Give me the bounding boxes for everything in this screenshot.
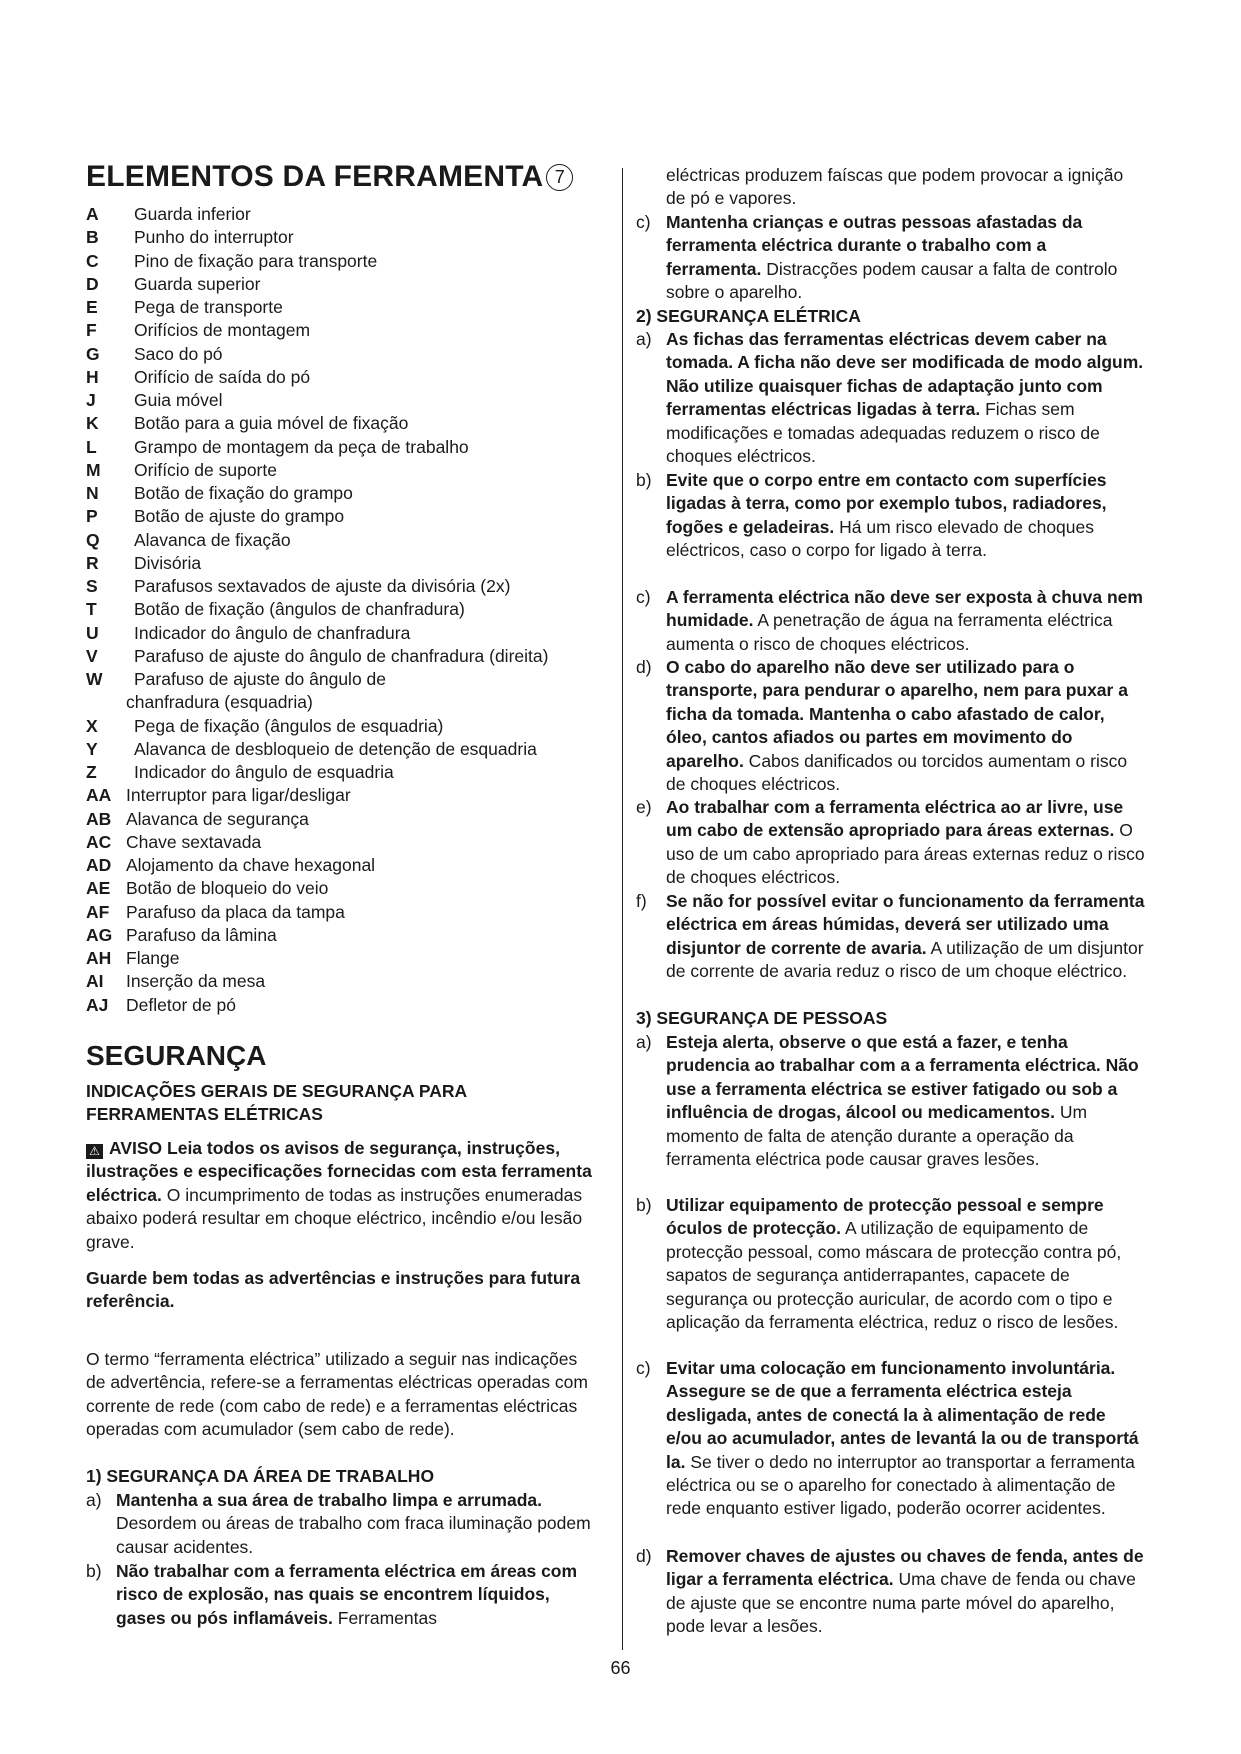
component-letter: T <box>86 599 97 620</box>
component-letter: Y <box>86 738 98 759</box>
component-letter: AA <box>86 785 112 806</box>
personal-item-a: a) Esteja alerta, observe o que está a fazer, e tenha prudencia ao trabalhar com a a ferramenta eléctrica. Não use a ferramenta eléctrica se estiver fatigado ou sob a influência de drogas, álcool ou medicamentos. Um momento de falta de atenção durante a operação da ferramenta eléctrica pode causar graves lesões. <box>636 1032 1139 1170</box>
page-number: 66 <box>610 1658 631 1678</box>
tool-elements-title: ELEMENTOS DA FERRAMENTA 7 <box>86 160 573 194</box>
component-letter: AC <box>86 831 112 852</box>
component-name: Alavanca de fixação <box>134 529 291 550</box>
component-name: Guarda superior <box>134 273 261 294</box>
warning-icon: ⚠ <box>86 1144 103 1159</box>
component-letter: V <box>86 645 98 666</box>
personal-item-d: d) Remover chaves de ajustes ou chaves de fenda, antes de ligar a ferramenta eléctrica. Uma chave de fenda ou chave de ajuste que se encontre numa parte móvel do aparelho, pode levar a lesões. <box>636 1546 1144 1637</box>
component-letter: AG <box>86 924 113 945</box>
component-name: Parafuso da lâmina <box>126 924 277 945</box>
work-area-item-c: c) Mantenha crianças e outras pessoas afastadas da ferramenta eléctrica durante o trabalho com a ferramenta. Distracções podem causar a falta de controlo sobre o aparelho. <box>636 212 1118 303</box>
electrical-item-a: a) As fichas das ferramentas eléctricas devem caber na tomada. A ficha não deve ser modificada de modo algum. Não utilize quaisquer fichas de adaptação junto com ferramentas eléctricas ligadas à terra. Fichas sem modificações e tomadas adequadas reduzem o risco de choques eléctricos. <box>636 329 1144 467</box>
component-letter: AF <box>86 901 110 922</box>
component-letter: K <box>86 413 99 434</box>
column-divider <box>622 168 623 1650</box>
component-name: Parafuso de ajuste do ângulo de chanfradura (direita) <box>134 645 549 666</box>
electrical-item-d: d) O cabo do aparelho não deve ser utilizado para o transporte, para pendurar o aparelho, nem para puxar a ficha da tomada. Mantenha o cabo afastado de calor, óleo, cantos afiados ou partes em movimento do aparelho. Cabos danificados ou torcidos aumentam o risco de choques eléctricos. <box>636 657 1128 795</box>
component-letter: AJ <box>86 994 109 1015</box>
continued-text: eléctricas produzem faíscas que podem provocar a ignição de pó e vapores. <box>666 165 1124 209</box>
electrical-item-b: b) Evite que o corpo entre em contacto com superfícies ligadas à terra, como por exemplo tubos, radiadores, fogões e geladeiras. Há um risco elevado de choques eléctricos, caso o corpo for ligado à terra. <box>636 470 1107 561</box>
component-letter: R <box>86 552 99 573</box>
warning-paragraph: ⚠ AVISO Leia todos os avisos de segurança, instruções, ilustrações e especificações fornecidas com esta ferramenta eléctrica. O incumprimento de todas as instruções enumeradas abaixo poderá resultar em choque eléctrico, incêndio e/ou lesão grave. <box>86 1138 592 1252</box>
term-definition-paragraph: O termo “ferramenta eléctrica” utilizado a seguir nas indicações de advertência, refere-se a ferramentas eléctricas operadas com corrente de rede (com cabo de rede) e a ferramentas eléctricas operadas com acumulador (sem cabo de rede). <box>86 1349 588 1440</box>
component-name: Defletor de pó <box>126 994 236 1015</box>
safety-subtitle: INDICAÇÕES GERAIS DE SEGURANÇA PARA FERRAMENTAS ELÉTRICAS <box>86 1081 467 1124</box>
component-name: Botão de bloqueio do veio <box>126 878 329 899</box>
figure-number-badge: 7 <box>546 164 573 191</box>
component-name: Indicador do ângulo de esquadria <box>134 762 394 782</box>
personal-safety-heading: 3) SEGURANÇA DE PESSOAS <box>636 1008 888 1028</box>
component-name: Indicador do ângulo de chanfradura <box>134 622 411 643</box>
component-name: Punho do interruptor <box>134 227 294 248</box>
component-name: Pega de fixação (ângulos de esquadria) <box>134 715 444 736</box>
component-name: Pega de transporte <box>134 297 283 317</box>
component-name: Pino de fixação para transporte <box>134 250 378 271</box>
component-name: Guia móvel <box>134 390 223 410</box>
component-letter: H <box>86 366 99 387</box>
component-name: Guarda inferior <box>134 204 251 224</box>
electrical-item-f: f) Se não for possível evitar o funcionamento da ferramenta eléctrica em áreas húmidas, deverá ser utilizado uma disjuntor de corrente de avaria. A utilização de um disjuntor de corrente de avaria reduz o risco de um choque eléctrico. <box>636 891 1145 982</box>
component-name: Chave sextavada <box>126 831 262 852</box>
electrical-item-c: c) A ferramenta eléctrica não deve ser exposta à chuva nem humidade. A penetração de água na ferramenta eléctrica aumenta o risco de choques eléctricos. <box>636 587 1143 654</box>
keep-instructions-paragraph: Guarde bem todas as advertências e instruções para futura referência. <box>86 1268 581 1312</box>
component-name: Parafusos sextavados de ajuste da divisória (2x) <box>134 576 511 596</box>
component-name: Divisória <box>134 552 202 573</box>
component-letter: L <box>86 436 97 457</box>
component-name: Alavanca de segurança <box>126 808 309 829</box>
component-letter: B <box>86 227 99 248</box>
component-name: Botão para a guia móvel de fixação <box>134 413 409 434</box>
component-letter: E <box>86 297 98 317</box>
component-name: Botão de fixação do grampo <box>134 483 353 503</box>
component-name: Flange <box>126 948 180 968</box>
component-letter: G <box>86 343 100 364</box>
component-letter: J <box>86 390 96 410</box>
component-letter: U <box>86 622 99 643</box>
component-name: Grampo de montagem da peça de trabalho <box>134 436 469 457</box>
component-name: Alavanca de desbloqueio de detenção de esquadria <box>134 738 537 759</box>
component-name: Orifício de suporte <box>134 459 277 480</box>
component-letter: AD <box>86 855 112 875</box>
component-letter: Q <box>86 529 100 550</box>
component-name: Botão de ajuste do grampo <box>134 506 345 527</box>
component-name: Parafuso de ajuste do ângulo de <box>134 669 386 689</box>
electrical-item-e: e) Ao trabalhar com a ferramenta eléctrica ao ar livre, use um cabo de extensão apropriado para áreas externas. O uso de um cabo apropriado para áreas externas reduz o risco de choques eléctricos. <box>636 797 1145 888</box>
component-letter: AH <box>86 948 112 968</box>
component-name: Saco do pó <box>134 343 223 364</box>
component-letter: P <box>86 506 98 527</box>
component-letter: F <box>86 320 97 341</box>
component-name: Orifícios de montagem <box>134 320 311 341</box>
personal-item-c: c) Evitar uma colocação em funcionamento involuntária. Assegure se de que a ferramenta eléctrica esteja desligada, antes de conectá la à alimentação de rede e/ou ao acumulador, antes de levantá la ou de transportá la. Se tiver o dedo no interruptor ao transportar a ferramenta eléctrica ou se o aparelho for conectado à alimentação de rede enquanto estiver ligado, poderão ocorrer acidentes. <box>636 1358 1139 1519</box>
component-name: Interruptor para ligar/desligar <box>126 785 351 806</box>
component-letter: M <box>86 459 101 480</box>
personal-item-b: b) Utilizar equipamento de protecção pessoal e sempre óculos de protecção. A utilização de equipamento de protecção pessoal, como máscara de protecção contra pó, sapatos de segurança antiderrapantes, capacete de segurança ou protecção auricular, de acordo com o tipo e aplicação da ferramenta eléctrica, reduz o risco de lesões. <box>636 1195 1122 1333</box>
component-letter: X <box>86 715 98 736</box>
component-letter: AE <box>86 878 111 899</box>
component-name: Parafuso da placa da tampa <box>126 901 345 922</box>
component-letter: D <box>86 273 99 294</box>
component-name: Alojamento da chave hexagonal <box>126 855 376 875</box>
component-letter: N <box>86 483 99 503</box>
safety-title: SEGURANÇA <box>86 1040 267 1071</box>
work-area-item-a: a) Mantenha a sua área de trabalho limpa e arrumada. Desordem ou áreas de trabalho com fraca iluminação podem causar acidentes. <box>86 1490 591 1557</box>
component-letter: AB <box>86 808 112 829</box>
work-area-safety-heading: 1) SEGURANÇA DA ÁREA DE TRABALHO <box>86 1466 435 1486</box>
component-letter: A <box>86 204 99 224</box>
component-name: Botão de fixação (ângulos de chanfradura) <box>134 599 465 620</box>
work-area-item-b: b) Não trabalhar com a ferramenta eléctrica em áreas com risco de explosão, nas quais se encontrem líquidos, gases ou pós inflamáveis. Ferramentas <box>86 1561 578 1628</box>
component-letter: AI <box>86 971 104 992</box>
electrical-safety-heading: 2) SEGURANÇA ELÉTRICA <box>636 306 861 326</box>
component-letter: C <box>86 250 99 271</box>
component-letter: Z <box>86 762 97 782</box>
component-name: Inserção da mesa <box>126 971 266 992</box>
component-name: chanfradura (esquadria) <box>126 692 313 713</box>
component-letter: S <box>86 576 98 596</box>
component-name: Orifício de saída do pó <box>134 366 311 387</box>
component-letter: W <box>86 669 103 689</box>
